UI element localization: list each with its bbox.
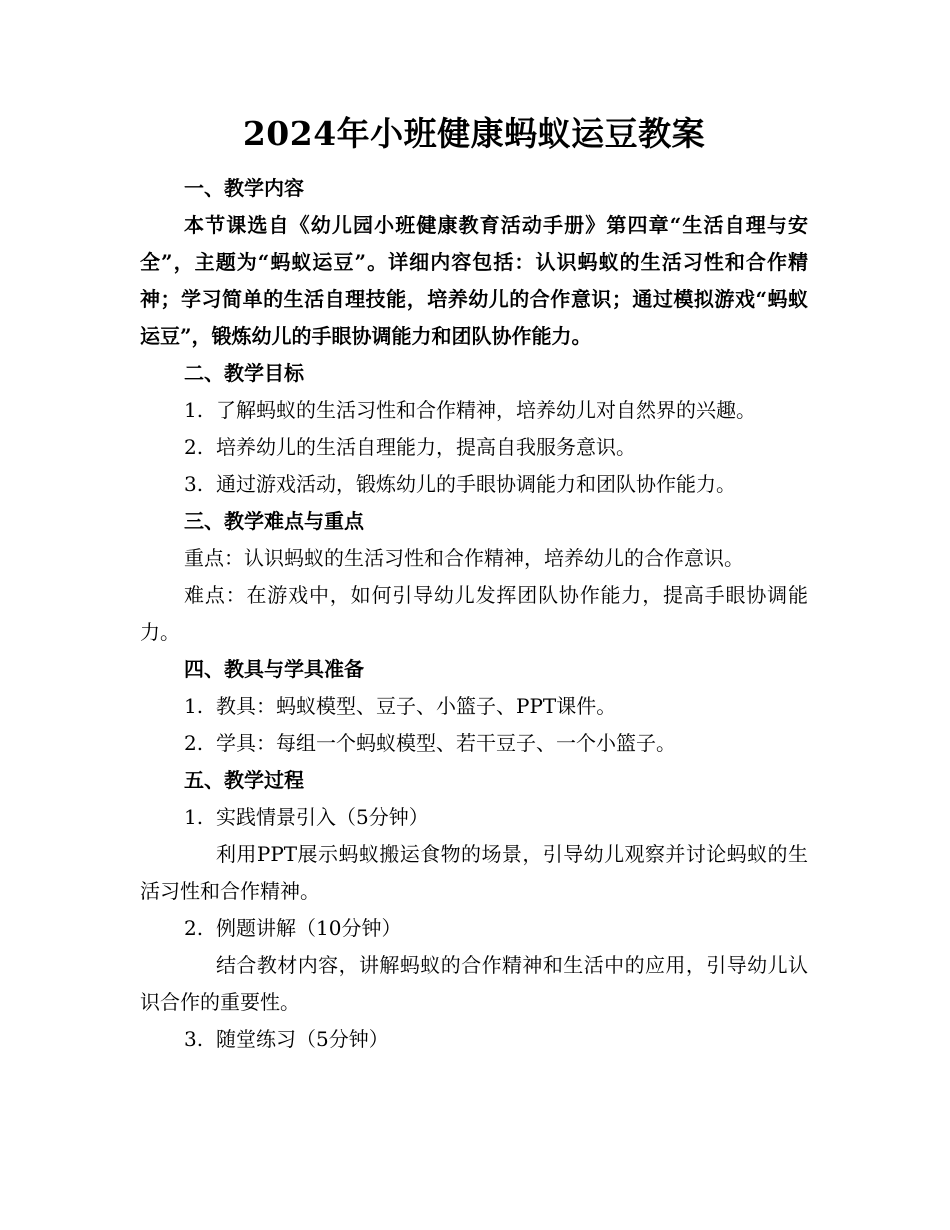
document-page bbox=[140, 112, 808, 1058]
objective-item bbox=[140, 429, 808, 466]
step-title: 实践情景引入（5分钟） bbox=[216, 805, 429, 829]
section-heading-objectives: 二、教学目标 bbox=[184, 361, 304, 385]
process-step-description: 利用PPT展示蚂蚁搬运食物的场景，引导幼儿观察并讨论蚂蚁的生活习性和合作精神。 bbox=[140, 842, 808, 903]
content-paragraph: 本节课选自《幼儿园小班健康教育活动手册》第四章“生活自理与安全”，主题为“蚂蚁运豆”。详细内容包括：认识蚂蚁的生活习性和合作精神；学习简单的生活自理技能，培养幼儿的合作意识；通过模拟游戏“蚂蚁运豆”，锻炼幼儿的手眼协调能力和团队协作能力。 bbox=[140, 213, 808, 348]
material-item bbox=[140, 688, 808, 725]
item-number: 1. bbox=[184, 694, 204, 718]
item-number: 3. bbox=[184, 472, 204, 496]
material-item bbox=[140, 725, 808, 762]
difficulty-text: 难点：在游戏中，如何引导幼儿发挥团队协作能力，提高手眼协调能力。 bbox=[140, 583, 808, 644]
item-number: 2. bbox=[184, 916, 204, 940]
process-step-description: 结合教材内容，讲解蚂蚁的合作精神和生活中的应用，引导幼儿认识合作的重要性。 bbox=[140, 953, 808, 1014]
objective-item bbox=[140, 392, 808, 429]
item-text: 了解蚂蚁的生活习性和合作精神，培养幼儿对自然界的兴趣。 bbox=[216, 398, 756, 422]
section-heading-materials: 四、教具与学具准备 bbox=[184, 657, 364, 681]
process-step-title bbox=[140, 910, 808, 947]
item-text: 学具：每组一个蚂蚁模型、若干豆子、一个小篮子。 bbox=[216, 731, 676, 755]
item-text: 培养幼儿的生活自理能力，提高自我服务意识。 bbox=[216, 435, 636, 459]
item-text: 教具：蚂蚁模型、豆子、小篮子、PPT课件。 bbox=[216, 694, 617, 718]
item-number: 1. bbox=[184, 805, 204, 829]
section-heading-content: 一、教学内容 bbox=[184, 176, 304, 200]
process-step-title bbox=[140, 1021, 808, 1058]
item-number: 1. bbox=[184, 398, 204, 422]
key-point-text: 重点：认识蚂蚁的生活习性和合作精神，培养幼儿的合作意识。 bbox=[184, 546, 744, 570]
section-heading-process: 五、教学过程 bbox=[184, 768, 304, 792]
document-title: 2024年小班健康蚂蚁运豆教案 bbox=[242, 114, 706, 153]
objective-item bbox=[140, 466, 808, 503]
item-number: 2. bbox=[184, 435, 204, 459]
step-title: 例题讲解（10分钟） bbox=[216, 916, 402, 940]
step-title: 随堂练习（5分钟） bbox=[216, 1027, 389, 1051]
process-step-title bbox=[140, 799, 808, 836]
item-number: 3. bbox=[184, 1027, 204, 1051]
item-text: 通过游戏活动，锻炼幼儿的手眼协调能力和团队协作能力。 bbox=[216, 472, 736, 496]
item-number: 2. bbox=[184, 731, 204, 755]
section-heading-key-points: 三、教学难点与重点 bbox=[184, 509, 364, 533]
